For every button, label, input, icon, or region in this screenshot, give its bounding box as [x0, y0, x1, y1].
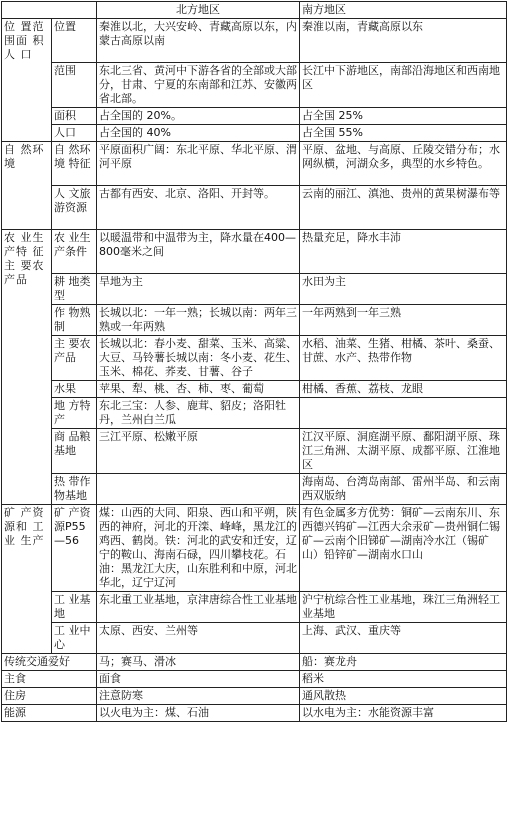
table-row: [2, 108, 507, 125]
south-cell: 水田为主: [300, 274, 507, 305]
category-sports: 传统交通爱好: [2, 654, 97, 671]
table-row: [2, 623, 507, 654]
comparison-table: [1, 1, 507, 722]
table-row: [2, 63, 507, 108]
row-label: 矿 产资源P55—56: [52, 505, 97, 592]
category-industry: 矿 产资 源和 工业 生产: [2, 505, 52, 654]
south-cell: 上海、武汉、重庆等: [300, 623, 507, 654]
north-cell: [97, 474, 300, 505]
table-row: [2, 705, 507, 722]
north-cell: 古都有西安、北京、洛阳、开封等。: [97, 186, 300, 230]
south-cell: [300, 398, 507, 429]
category-environment: 自 然环境: [2, 142, 52, 230]
south-cell: 秦淮以南，青藏高原以东: [300, 19, 507, 63]
south-cell: 柑橘、香蕉、荔枝、龙眼: [300, 381, 507, 398]
category-housing: 住房: [2, 688, 97, 705]
table-row: [2, 230, 507, 274]
row-label: 面积: [52, 108, 97, 125]
header-north: 北方地区: [97, 2, 300, 19]
table-row: [2, 381, 507, 398]
south-cell: 海南岛、台湾岛南部、雷州半岛、和云南西双版纳: [300, 474, 507, 505]
south-cell: 水稻、油菜、生猪、柑橘、茶叶、桑蚕、甘蔗、水产、热带作物: [300, 336, 507, 381]
row-label: 工 业基地: [52, 592, 97, 623]
header-row: [2, 2, 507, 19]
north-cell: 东北三省、黄河中下游各省的全部或大部分，甘肃、宁夏的东南部和江苏、安徽两省北部。: [97, 63, 300, 108]
north-cell: 占全国的 20%。: [97, 108, 300, 125]
table-row: [2, 19, 507, 63]
south-cell: 云南的丽江、滇池、贵州的黄果树瀑布等: [300, 186, 507, 230]
south-cell: 占全国 55%: [300, 125, 507, 142]
row-label: 位置: [52, 19, 97, 63]
north-cell: 煤：山西的大同、阳泉、西山和平朔，陕西的神府，河北的开滦、峰峰，黑龙江的鸡西、鹤岗。铁：河北的武安和迁安，辽宁的鞍山、海南石碌，四川攀枝花。石油：黑龙江大庆，山东胜利和中原，河北华北，辽宁辽河: [97, 505, 300, 592]
table-row: [2, 274, 507, 305]
row-label: 主 要农 产品: [52, 336, 97, 381]
north-cell: 以暖温带和中温带为主，降水量在400—800毫米之间: [97, 230, 300, 274]
north-cell: 马；赛马、滑冰: [97, 654, 300, 671]
south-cell: 船：赛龙舟: [300, 654, 507, 671]
category-agriculture: 农 业生 产特 征主 要农 产品: [2, 230, 52, 505]
table-row: [2, 592, 507, 623]
north-cell: 东北三宝：人参、鹿茸、貂皮；洛阳牡丹，兰州白兰瓜: [97, 398, 300, 429]
north-cell: 平原面积广阔：东北平原、华北平原、渭河平原: [97, 142, 300, 186]
south-cell: 有色金属多方优势：铜矿—云南东川、东西德兴钨矿—江西大余汞矿—贵州铜仁锡矿—云南个旧锑矿—湖南冷水江（锡矿山）铅锌矿—湖南水口山: [300, 505, 507, 592]
south-cell: 一年两熟到一年三熟: [300, 305, 507, 336]
south-cell: 通风散热: [300, 688, 507, 705]
south-cell: 江汉平原、洞庭湖平原、鄱阳湖平原、珠江三角洲、太湖平原、成都平原、江淮地区: [300, 429, 507, 474]
north-cell: 长城以北：一年一熟；长城以南：两年三熟或一年两熟: [97, 305, 300, 336]
table-row: [2, 142, 507, 186]
south-cell: 稻米: [300, 671, 507, 688]
table-row: [2, 186, 507, 230]
north-cell: 以火电为主：煤、石油: [97, 705, 300, 722]
row-label: 作 物熟制: [52, 305, 97, 336]
row-label: 耕 地类型: [52, 274, 97, 305]
row-label: 热 带作 物基地: [52, 474, 97, 505]
north-cell: 东北重工业基地，京津唐综合性工业基地: [97, 592, 300, 623]
north-cell: 占全国的 40%: [97, 125, 300, 142]
row-label: 自 然环 境 特征: [52, 142, 97, 186]
row-label: 农 业生 产条件: [52, 230, 97, 274]
north-cell: 苹果、犁、桃、杏、柿、枣、葡萄: [97, 381, 300, 398]
south-cell: 长江中下游地区，南部沿海地区和西南地区: [300, 63, 507, 108]
category-location: 位 置范 围面 积人 口: [2, 19, 52, 142]
header-south: 南方地区: [300, 2, 507, 19]
category-energy: 能源: [2, 705, 97, 722]
row-label: 工 业中心: [52, 623, 97, 654]
table-row: [2, 505, 507, 592]
north-cell: 太原、西安、兰州等: [97, 623, 300, 654]
north-cell: 旱地为主: [97, 274, 300, 305]
header-blank-cell: [2, 2, 97, 19]
row-label: 范围: [52, 63, 97, 108]
table-row: [2, 671, 507, 688]
row-label: 水果: [52, 381, 97, 398]
south-cell: 平原、盆地、与高原、丘陵交错分布；水网纵横，河湖众多，典型的水乡特色。: [300, 142, 507, 186]
south-cell: 占全国 25%: [300, 108, 507, 125]
table-row: [2, 336, 507, 381]
row-label: 地 方特 产: [52, 398, 97, 429]
table-row: [2, 474, 507, 505]
north-cell: 注意防寒: [97, 688, 300, 705]
north-cell: 面食: [97, 671, 300, 688]
table-row: [2, 688, 507, 705]
row-label: 人口: [52, 125, 97, 142]
north-cell: 长城以北：春小麦、甜菜、玉米、高粱、大豆、马铃薯长城以南：冬小麦、花生、玉米、棉花、荞麦、甘薯、谷子: [97, 336, 300, 381]
north-cell: 秦淮以北，大兴安岭、青藏高原以东，内蒙古高原以南: [97, 19, 300, 63]
row-label: 人 文旅 游资源: [52, 186, 97, 230]
south-cell: 以水电为主：水能资源丰富: [300, 705, 507, 722]
table-row: [2, 125, 507, 142]
category-staple: 主食: [2, 671, 97, 688]
table-row: [2, 305, 507, 336]
table-row: [2, 398, 507, 429]
table-row: [2, 429, 507, 474]
south-cell: 热量充足，降水丰沛: [300, 230, 507, 274]
north-cell: 三江平原、松嫩平原: [97, 429, 300, 474]
south-cell: 沪宁杭综合性工业基地，珠江三角洲轻工业基地: [300, 592, 507, 623]
row-label: 商 品粮 基地: [52, 429, 97, 474]
table-row: [2, 654, 507, 671]
